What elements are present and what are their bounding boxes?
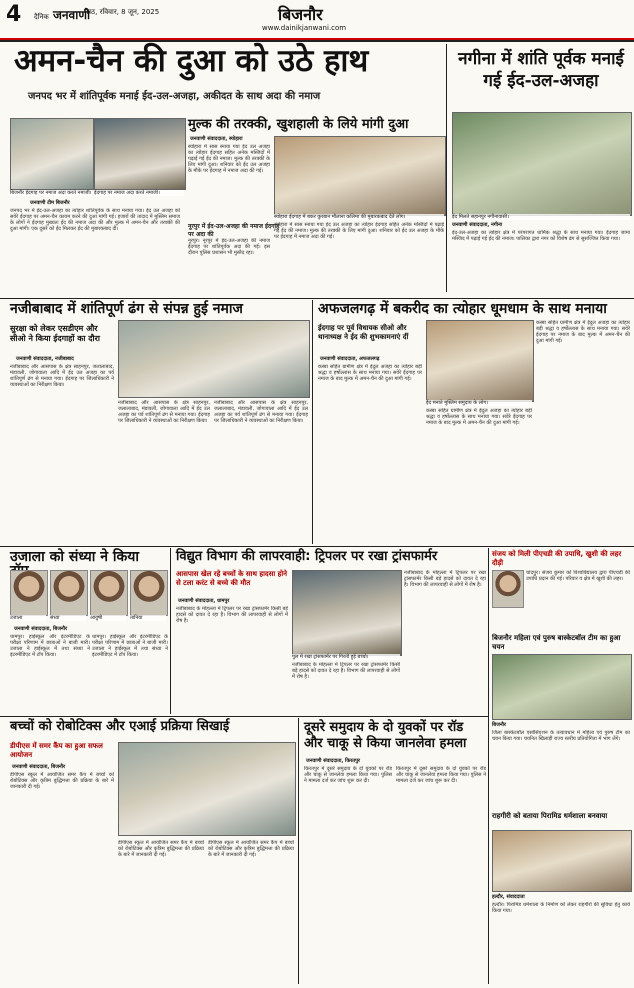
basketball-headline: बिजनौर महिला एवं पुरुष बास्केटबॉल टीम का हुआ चयन bbox=[492, 634, 621, 651]
vidyut-byline: जनवाणी संवाददाता, धामपुर bbox=[178, 598, 230, 604]
vidyut-body: नजीबाबाद के मोहल्ला में ट्रिपलर पर रखा ट्रांसफार्मर किसी बड़े हादसे को दावत दे रहा है। विभाग की लापरवाही से लोगों में रोष है। bbox=[176, 606, 288, 624]
afzalgarh-box-head: ईदगाह पर पूर्व विधायक सीओ और थानाध्यक्ष ने ईद की शुभकामनाएं दीं bbox=[318, 324, 409, 341]
assault-body-2: किरतपुर में दूसरे समुदाय के दो युवकों पर रॉड और चाकू से जानलेवा हमला किया गया। पुलिस ने मामला दर्ज कर जांच शुरू कर दी। bbox=[396, 766, 486, 784]
center-headline: मुल्क की तरक्की, खुशहाली के लिये मांगी दुआ bbox=[188, 117, 409, 132]
sanjay-body: चांदपुर। संजय कुमार को विश्वविद्यालय द्वारा पीएचडी की उपाधि प्रदान की गई। परिवार व क्षेत्र में खुशी की लहर। bbox=[526, 570, 630, 582]
edition-title: बिजनौर bbox=[278, 5, 323, 24]
portrait-3 bbox=[90, 570, 128, 616]
vidyut-body-3: नजीबाबाद के मोहल्ला में ट्रिपलर पर रखा ट्रांसफार्मर किसी बड़े हादसे को दावत दे रहा है। विभाग की लापरवाही से लोगों में रोष है। bbox=[404, 570, 486, 588]
basketball-photo bbox=[492, 654, 632, 720]
right-byline: जनवाणी संवाददाता, नगीना bbox=[452, 222, 503, 228]
site-url: www.dainikjanwani.com bbox=[262, 24, 347, 32]
lead-byline: जनवाणी टीम बिजनौर bbox=[30, 200, 70, 206]
assault-body: किरतपुर में दूसरे समुदाय के दो युवकों पर रॉड और चाकू से जानलेवा हमला किया गया। पुलिस ने मामला दर्ज कर जांच शुरू कर दी। bbox=[304, 766, 392, 784]
center-byline: जनवाणी संवाददाता, स्योहारा bbox=[190, 136, 243, 142]
sanjay-portrait bbox=[492, 570, 524, 608]
afzalgarh-byline: जनवाणी संवाददाता, अफजलगढ़ bbox=[320, 356, 380, 362]
robotics-box-head: डीपीएस में समर कैंप का हुआ सफल आयोजन bbox=[10, 742, 103, 759]
section-divider-1 bbox=[0, 298, 634, 299]
vidyut-photo-caption: पुल में रखा ट्रांसफार्मर पर गिरती हुई बच्चो। bbox=[292, 654, 400, 660]
right-body: ईद-उल-अजहा का त्योहार क्षेत्र में परंपरागत धार्मिक श्रद्धा के साथ मनाया गया। ईदगाह जामा मस्जिद में पढ़ाई गई ईद की नमाज। पालिका द्वारा नगर को विशेष ढंग से सुसज्जित किया गया। bbox=[452, 230, 630, 242]
column-divider bbox=[446, 44, 447, 292]
paper-title: जनवाणी bbox=[52, 8, 91, 22]
paper-prefix: दैनिक bbox=[34, 13, 49, 21]
lead-body: जनपद भर में ईद-उल-अजहा का त्योहार शांतिपूर्वक के साथ मनाया गया। ईद उल अजहा को सवेरे ईदगाह पर अमन-चैन कायम करने की दुआ मांगी गई। हजारों की तादाद में मुस्लिम समाज के लोगों ने ईदगाह मुख्यतः ईद की नमाज अदा की और मुल्क में अमन-चैन और तरक्की की दुआ मांगी। एक दूसरे को ईद मिलकर ईद की मुबारकबाद दी। bbox=[10, 208, 180, 232]
najibabad-photo bbox=[118, 320, 310, 398]
sanjay-headline: संजय को मिली पीएचडी की उपाधि, खुशी की लहर दौड़ी bbox=[492, 550, 622, 567]
ujala-byline: जनवाणी संवाददाता, बिजनौर bbox=[14, 626, 68, 632]
right-photo bbox=[452, 112, 632, 216]
robotics-photo bbox=[118, 742, 296, 836]
ujala-body-2: धामपुर। हाईस्कूल और इंटरमीडिएट के परीक्षा परिणाम में छात्राओं ने बाजी मारी। उजाला ने हाईस्कूल में तथा संध्या ने इंटरमीडिएट में टॉप किया। bbox=[92, 634, 168, 658]
najibabad-body: नजीबाबाद और आसपास के क्षेत्र साहनपुर, जलालाबाद, मंडावली, जोगावाला आदि में ईद उल अजहा का पर्व शांतिपूर्ण ढंग से मनाया गया। ईदगाह पर जिलाधिकारी ने व्यवस्थाओं का निरीक्षण किया। bbox=[10, 364, 114, 388]
najibabad-body-3: नजीबाबाद और आसपास के क्षेत्र साहनपुर, जलालाबाद, मंडावली, जोगावाला आदि में ईद उल अजहा का पर्व शांतिपूर्ण ढंग से मनाया गया। ईदगाह पर जिलाधिकारी ने व्यवस्थाओं का निरीक्षण किया। bbox=[214, 400, 308, 424]
lead-photo-1 bbox=[10, 118, 94, 190]
robotics-headline: बच्चों को रोबोटिक्स और एआई प्रक्रिया सिखाई bbox=[10, 719, 230, 734]
portrait-4-label: तानिया bbox=[130, 615, 166, 621]
center-subhead-2: नूरपुर में ईद-उल-अजहा की नमाज ईदगाह पर अदा की bbox=[188, 223, 280, 238]
rahgiri-photo bbox=[492, 830, 632, 892]
afzalgarh-headline: अफजलगढ़ में बकरीद का त्योहार धूमधाम के साथ मनाया bbox=[318, 301, 607, 317]
portrait-2 bbox=[50, 570, 88, 616]
vidyut-photo bbox=[292, 570, 402, 656]
vidyut-headline: विद्युत विभाग की लापरवाही: ट्रिपलर पर रखा ट्रांसफार्मर bbox=[176, 549, 438, 564]
column-divider-3 bbox=[170, 548, 171, 714]
lead-photo-2-caption: ईदगाह पर नमाज अदा करते नमाजी। bbox=[94, 190, 184, 196]
portrait-2-label: संध्या bbox=[50, 615, 86, 621]
robotics-body: डीपीएस स्कूल में आयोजित समर कैंप में बच्चों को रोबोटिक्स और कृत्रिम बुद्धिमत्ता की प्रक्रिया के बारे में जानकारी दी गई। bbox=[10, 772, 114, 790]
afzalgarh-photo-caption: ईद मनाते मुस्लिम समुदाय के लोग। bbox=[426, 400, 532, 406]
najibabad-body-2: नजीबाबाद और आसपास के क्षेत्र साहनपुर, जलालाबाद, मंडावली, जोगावाला आदि में ईद उल अजहा का पर्व शांतिपूर्ण ढंग से मनाया गया। ईदगाह पर जिलाधिकारी ने व्यवस्थाओं का निरीक्षण किया। bbox=[118, 400, 210, 424]
header-rule bbox=[0, 38, 634, 40]
najibabad-byline: जनवाणी संवाददाता, नजीबाबाद bbox=[16, 356, 74, 362]
center-body-2: नूरपुर। नूरपुर में ईद-उल-अजहा की नमाज ईदगाह पर शांतिपूर्वक अदा की गई। इस दौरान पुलिस प्रशासन भी मुस्तैद रहा। bbox=[188, 238, 270, 256]
afzalgarh-body-2: कस्बा सहित ग्रामीण क्षेत्र में ईदुल अजहा का त्योहार बड़ी श्रद्धा व हर्षोल्लास के साथ मनाया गया। सवेरे ईदगाह पर नमाज के बाद मुल्क में अमन-चैन की दुआ मांगी गई। bbox=[536, 320, 630, 344]
afzalgarh-photo bbox=[426, 320, 534, 402]
column-divider-4 bbox=[488, 548, 489, 984]
portrait-1 bbox=[10, 570, 48, 616]
basketball-byline: बिजनौर bbox=[492, 722, 506, 728]
assault-byline: जनवाणी संवाददाता, किरतपुर bbox=[306, 758, 360, 764]
masthead bbox=[0, 0, 634, 42]
center-photo bbox=[274, 136, 446, 216]
lead-subhead: जनपद भर में शांतिपूर्वक मनाई ईद-उल-अजहा, अकीदत के साथ अदा की नमाज bbox=[28, 91, 321, 102]
section-divider-2 bbox=[0, 546, 634, 547]
rahgiri-body: हल्दौर। पिरामिड धर्मशाला के निर्माण को लेकर राहगीरों की सुविधा हेतु कार्य किया गया। bbox=[492, 902, 630, 914]
vidyut-body-2: नजीबाबाद के मोहल्ला में ट्रिपलर पर रखा ट्रांसफार्मर किसी बड़े हादसे को दावत दे रहा है। विभाग की लापरवाही से लोगों में रोष है। bbox=[292, 662, 400, 680]
section-divider-3 bbox=[0, 716, 488, 717]
page-number: 4 bbox=[6, 2, 22, 27]
lead-photo-1-caption: बिजनौर ईदगाह पर नमाज अदा करते नमाजी। bbox=[10, 190, 92, 196]
assault-headline: दूसरे समुदाय के दो युवकों पर रॉड और चाकू से किया जानलेवा हमला bbox=[304, 720, 467, 751]
center-body: स्योहारा में सास स्नाया गया ईद उल अजहा का त्योहार ईदगाह सहित अनेक मस्जिदों में पढ़ाई गई ईद की नमाज। मुल्क की तरक्की के लिए मांगी दुआ। शनिवार को ईद उल अजहा के मौके पर ईदगाह में नमाज अदा की गई। bbox=[188, 144, 270, 174]
lead-photo-2 bbox=[94, 118, 186, 190]
column-divider-2 bbox=[312, 300, 313, 544]
center-body-3: स्योहारा में सास स्नाया गया ईद उल अजहा का त्योहार ईदगाह सहित अनेक मस्जिदों में पढ़ाई गई ईद की नमाज। मुल्क की तरक्की के लिए मांगी दुआ। शनिवार को ईद उल अजहा के मौके पर ईदगाह में नमाज अदा की गई। bbox=[274, 222, 444, 240]
portrait-1-label: उजाला bbox=[10, 615, 46, 621]
lead-headline: अमन-चैन की दुआ को उठे हाथ bbox=[14, 43, 369, 79]
robotics-body-3: डीपीएस स्कूल में आयोजित समर कैंप में बच्चों को रोबोटिक्स और कृत्रिम बुद्धिमत्ता की प्रक्रिया के बारे में जानकारी दी गई। bbox=[208, 840, 294, 858]
vidyut-box-head: आसपास खेल रहे बच्चों के साथ हादसा होने से टला करंट से बच्चे की मौत bbox=[176, 570, 288, 587]
robotics-body-2: डीपीएस स्कूल में आयोजित समर कैंप में बच्चों को रोबोटिक्स और कृत्रिम बुद्धिमत्ता की प्रक्रिया के बारे में जानकारी दी गई। bbox=[118, 840, 204, 858]
column-divider-5 bbox=[298, 718, 299, 984]
robotics-byline: जनवाणी संवाददाता, बिजनौर bbox=[12, 764, 66, 770]
najibabad-headline: नजीबाबाद में शांतिपूर्ण ढंग से संपन्न हुई नमाज bbox=[10, 301, 243, 317]
right-photo-caption: ईद मिलते सहानपुर नगीनावासी। bbox=[452, 214, 630, 220]
ujala-headline: उजाला को संध्या ने किया bbox=[10, 549, 140, 565]
portrait-4 bbox=[130, 570, 168, 616]
paper-name bbox=[34, 6, 90, 23]
date-line: मेरठ, रविवार, 8 जून, 2025 bbox=[84, 8, 160, 16]
rahgiri-headline: राहगीरी को बताया पिरामिड धर्मशाला बनवाया bbox=[492, 812, 608, 820]
ujala-body: धामपुर। हाईस्कूल और इंटरमीडिएट के परीक्षा परिणाम में छात्राओं ने बाजी मारी। उजाला ने हाईस्कूल में तथा संध्या ने इंटरमीडिएट में टॉप किया। bbox=[10, 634, 90, 658]
afzalgarh-body: कस्बा सहित ग्रामीण क्षेत्र में ईदुल अजहा का त्योहार बड़ी श्रद्धा व हर्षोल्लास के साथ मनाया गया। सवेरे ईदगाह पर नमाज के बाद मुल्क में अमन-चैन की दुआ मांगी गई। bbox=[318, 364, 422, 382]
rahgiri-byline: हल्दौर, संवाददाता bbox=[492, 894, 525, 900]
afzalgarh-body-3: कस्बा सहित ग्रामीण क्षेत्र में ईदुल अजहा का त्योहार बड़ी श्रद्धा व हर्षोल्लास के साथ मनाया गया। सवेरे ईदगाह पर नमाज के बाद मुल्क में अमन-चैन की दुआ मांगी गई। bbox=[426, 408, 532, 426]
right-headline: नगीना में शांति पूर्वक मनाई गई ईद-उल-अजहा bbox=[458, 49, 624, 91]
center-photo-caption: स्योहारा ईदगाह में बकर कुरबान मौलाना कलिमा की मुबारकबाद देते लोग। bbox=[274, 214, 444, 220]
basketball-body: जिला बास्केटबॉल एसोसिएशन के तत्वावधान में महिला एवं पुरुष टीम का चयन किया गया। चयनित खिलाड़ी राज्य स्तरीय प्रतियोगिता में भाग लेंगे। bbox=[492, 730, 630, 742]
portrait-3-label: आयुषी bbox=[90, 615, 126, 621]
najibabad-box-head: सुरक्षा को लेकर एसडीएम और सीओ ने किया ईदगाहों का दौरा bbox=[10, 324, 100, 343]
